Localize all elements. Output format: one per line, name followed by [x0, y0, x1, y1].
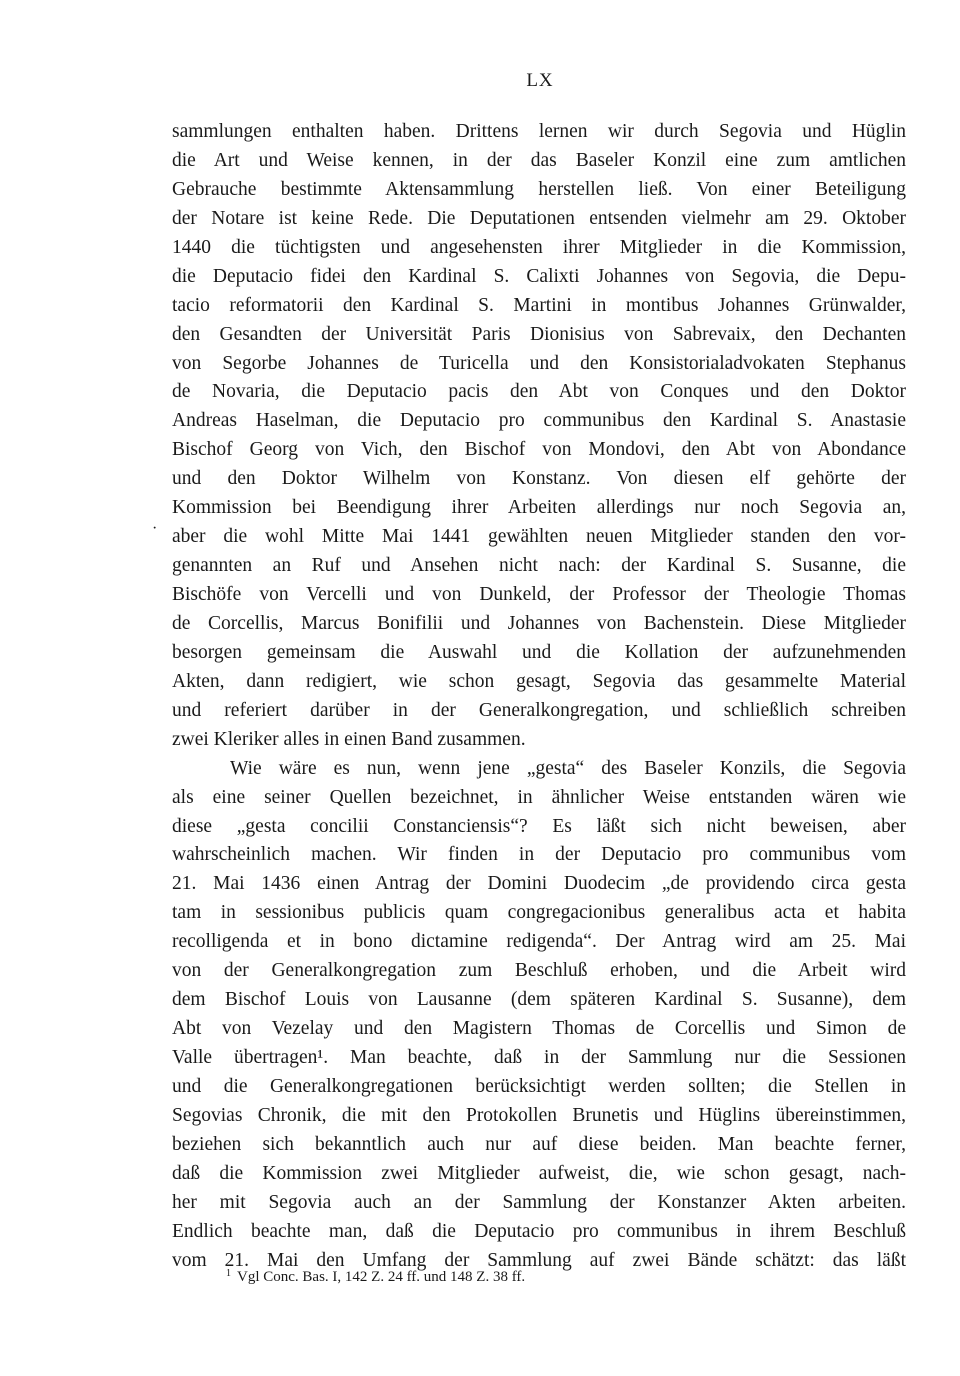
footnote [226, 1264, 525, 1287]
text-line: 21. Mai 1436 einen Antrag der Domini Duodecim „de providendo circa gesta [172, 873, 906, 895]
text-line: Segovias Chronik, die mit den Protokollen Brunetis und Hüglins übereinstimmen, [172, 1104, 906, 1126]
text-line: der Notare ist keine Rede. Die Deputationen entsenden vielmehr am 29. Oktober [172, 207, 906, 229]
footnote-marker: 1 [226, 1268, 231, 1279]
body-text [172, 118, 906, 1276]
text-line: Gebrauche bestimmte Aktensammlung herstellen ließ. Von einer Beteiligung [172, 178, 906, 200]
text-line: Endlich beachte man, daß die Deputacio pro communibus in ihrem Beschluß [172, 1220, 906, 1242]
page-number: LX [526, 70, 554, 91]
text-line: her mit Segovia auch an der Sammlung der Konstanzer Akten arbeiten. [172, 1191, 906, 1213]
text-line: und den Doktor Wilhelm von Konstanz. Von diesen elf gehörte der [172, 468, 906, 490]
text-line: von der Generalkongregation zum Beschluß erhoben, und die Arbeit wird [172, 960, 906, 982]
text-line: Abt von Vezelay und den Magistern Thomas de Corcellis und Simon de [172, 1018, 906, 1040]
text-line: und referiert darüber in der Generalkongregation, und schließlich schreiben [172, 699, 906, 721]
text-line: und die Generalkongregationen berücksichtigt werden sollten; die Stellen in [172, 1075, 906, 1097]
margin-mark: · [152, 520, 158, 537]
text-line: zwei Kleriker alles in einen Band zusammen. [172, 728, 526, 750]
text-line: wahrscheinlich machen. Wir finden in der Deputacio pro communibus vom [172, 844, 906, 866]
text-line: Wie wäre es nun, wenn jene „gesta“ des Baseler Konzils, die Segovia [230, 757, 906, 779]
text-line: genannten an Ruf und Ansehen nicht nach: der Kardinal S. Susanne, die [172, 555, 906, 577]
text-line: 1440 die tüchtigsten und angesehensten ihrer Mitglieder in die Kommission, [172, 236, 906, 258]
text-line: den Gesandten der Universität Paris Dionisius von Sabrevaix, den Dechanten [172, 323, 906, 345]
text-line: tacio reformatorii den Kardinal S. Martini in montibus Johannes Grünwalder, [172, 294, 906, 316]
footnote-text: Vgl Conc. Bas. I, 142 Z. 24 ff. und 148 Z. 38 ff. [237, 1269, 526, 1285]
text-line: als eine seiner Quellen bezeichnet, in ähnlicher Weise entstanden wären wie [172, 786, 906, 808]
text-line: Akten, dann redigiert, wie schon gesagt, Segovia das gesammelte Material [172, 670, 906, 692]
text-line: aber die wohl Mitte Mai 1441 gewählten neuen Mitglieder standen den vor- [172, 526, 906, 548]
text-line: de Corcellis, Marcus Bonifilii und Johannes von Bachenstein. Diese Mitglieder [172, 612, 906, 634]
text-line: vom 21. Mai den Umfang der Sammlung auf zwei Bände schätzt: das läßt [172, 1249, 906, 1271]
text-line: beziehen sich bekanntlich auch nur auf diese beiden. Man beachte ferner, [172, 1133, 906, 1155]
text-line: Valle übertragen¹. Man beachte, daß in der Sammlung nur die Sessionen [172, 1047, 906, 1068]
text-line: diese „gesta concilii Constanciensis“? Es läßt sich nicht beweisen, aber [172, 815, 906, 837]
text-line: tam in sessionibus publicis quam congregacionibus generalibus acta et habita [172, 902, 906, 924]
text-line: daß die Kommission zwei Mitglieder aufweist, die, wie schon gesagt, nach- [172, 1162, 906, 1184]
text-line: recolligenda et in bono dictamine redigenda“. Der Antrag wird am 25. Mai [172, 931, 906, 953]
text-line: die Art und Weise kennen, in der das Baseler Konzil eine zum amtlichen [172, 149, 906, 171]
text-line: de Novaria, die Deputacio pacis den Abt von Conques und den Doktor [172, 381, 906, 403]
text-line: besorgen gemeinsam die Auswahl und die Kollation der aufzunehmenden [172, 641, 906, 663]
text-line: von Segorbe Johannes de Turicella und den Konsistorialadvokaten Stephanus [172, 352, 906, 374]
text-line: dem Bischof Louis von Lausanne (dem späteren Kardinal S. Susanne), dem [172, 989, 906, 1011]
text-line: Bischöfe von Vercelli und von Dunkeld, der Professor der Theologie Thomas [172, 584, 906, 605]
text-line: Andreas Haselman, die Deputacio pro communibus den Kardinal S. Anastasie [172, 410, 906, 432]
text-line: Kommission bei Beendigung ihrer Arbeiten allerdings nur noch Segovia an, [172, 497, 906, 519]
text-line: Bischof Georg von Vich, den Bischof von Mondovi, den Abt von Abondance [172, 439, 906, 461]
text-line: die Deputacio fidei den Kardinal S. Calixti Johannes von Segovia, die Depu- [172, 265, 906, 287]
text-line: sammlungen enthalten haben. Drittens lernen wir durch Segovia und Hüglin [172, 121, 906, 142]
